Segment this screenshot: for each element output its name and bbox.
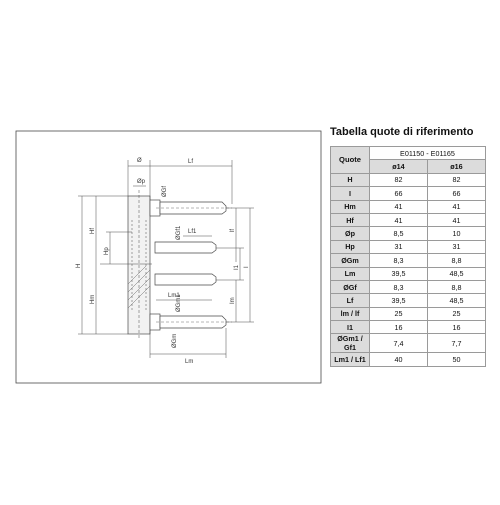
row-value: 31 — [370, 240, 428, 253]
table-row — [331, 353, 486, 366]
row-label: Hm — [331, 200, 370, 213]
row-label: Lm1 / Lf1 — [331, 353, 370, 366]
table-row — [331, 267, 486, 280]
row-label: lm / lf — [331, 307, 370, 320]
row-value: 7,4 — [370, 334, 428, 353]
dim-label-hf: Hf — [90, 228, 96, 234]
row-value: 41 — [370, 213, 428, 226]
row-label: I1 — [331, 321, 370, 334]
dim-label-i1: I1 — [234, 264, 240, 270]
row-value: 10 — [428, 227, 486, 240]
column-header-phi16: ø16 — [428, 160, 486, 173]
row-value: 48,5 — [428, 294, 486, 307]
row-value: 8,8 — [428, 280, 486, 293]
dim-label-h: H — [76, 263, 82, 268]
row-value: 7,7 — [428, 334, 486, 353]
row-label: H — [331, 173, 370, 186]
row-value: 8,3 — [370, 280, 428, 293]
row-value: 16 — [370, 321, 428, 334]
row-value: 40 — [370, 353, 428, 366]
row-value: 39,5 — [370, 294, 428, 307]
dim-label-phi-gf1: ØGf1 — [176, 225, 182, 240]
upper-inner-pin-body — [155, 242, 216, 253]
drawing-frame — [16, 131, 321, 383]
row-value: 8,5 — [370, 227, 428, 240]
row-label: Lm — [331, 267, 370, 280]
table-row — [331, 173, 486, 186]
table-row — [331, 227, 486, 240]
row-value: 66 — [370, 187, 428, 200]
dim-label-lf-vertical: lf — [230, 229, 236, 232]
row-label: ØGm1 / Gf1 — [331, 334, 370, 353]
dim-label-phi-gf: ØGf — [162, 185, 168, 197]
dim-label-im: Im — [230, 297, 236, 304]
row-label: Øp — [331, 227, 370, 240]
row-label: Hp — [331, 240, 370, 253]
dim-label-hm: Hm — [90, 294, 96, 304]
table-row — [331, 187, 486, 200]
row-value: 41 — [428, 200, 486, 213]
column-header-phi14: ø14 — [370, 160, 428, 173]
dim-label-phi-gm1: ØGm1 — [176, 294, 182, 312]
dim-label-i: I — [244, 266, 250, 268]
table-row — [331, 240, 486, 253]
dim-label-phi-gm: ØGm — [172, 333, 178, 348]
row-label: ØGf — [331, 280, 370, 293]
row-value: 8,8 — [428, 254, 486, 267]
row-value: 66 — [428, 187, 486, 200]
row-value: 82 — [370, 173, 428, 186]
row-value: 41 — [370, 200, 428, 213]
row-label: Hf — [331, 213, 370, 226]
codes-header: E01150 - E01165 — [370, 147, 486, 160]
table-header-row — [331, 147, 486, 160]
reference-table-title: Tabella quote di riferimento — [330, 126, 474, 138]
row-value: 25 — [370, 307, 428, 320]
dim-label-phi-p: Øp — [137, 179, 146, 185]
dim-label-lm: Lm — [185, 359, 194, 365]
table-row — [331, 321, 486, 334]
table-row — [331, 280, 486, 293]
row-value: 16 — [428, 321, 486, 334]
row-value: 50 — [428, 353, 486, 366]
row-label: ØGm — [331, 254, 370, 267]
row-label: Lf — [331, 294, 370, 307]
quote-header: Quote — [331, 147, 370, 174]
dim-label-hp: Hp — [104, 247, 110, 255]
reference-dimensions-table — [330, 146, 486, 367]
row-label: I — [331, 187, 370, 200]
table-row — [331, 334, 486, 353]
row-value: 31 — [428, 240, 486, 253]
dim-label-lf: Lf — [188, 159, 194, 165]
table-row — [331, 213, 486, 226]
dim-label-lm1: Lm1 — [168, 293, 180, 299]
row-value: 41 — [428, 213, 486, 226]
lower-inner-pin-body — [155, 274, 216, 285]
table-row — [331, 294, 486, 307]
table-row — [331, 200, 486, 213]
table-row — [331, 254, 486, 267]
row-value: 39,5 — [370, 267, 428, 280]
row-value: 82 — [428, 173, 486, 186]
dim-label-lf1: Lf1 — [188, 229, 197, 235]
table-row — [331, 307, 486, 320]
dim-label-phi: Ø — [137, 158, 142, 164]
row-value: 48,5 — [428, 267, 486, 280]
row-value: 8,3 — [370, 254, 428, 267]
row-value: 25 — [428, 307, 486, 320]
